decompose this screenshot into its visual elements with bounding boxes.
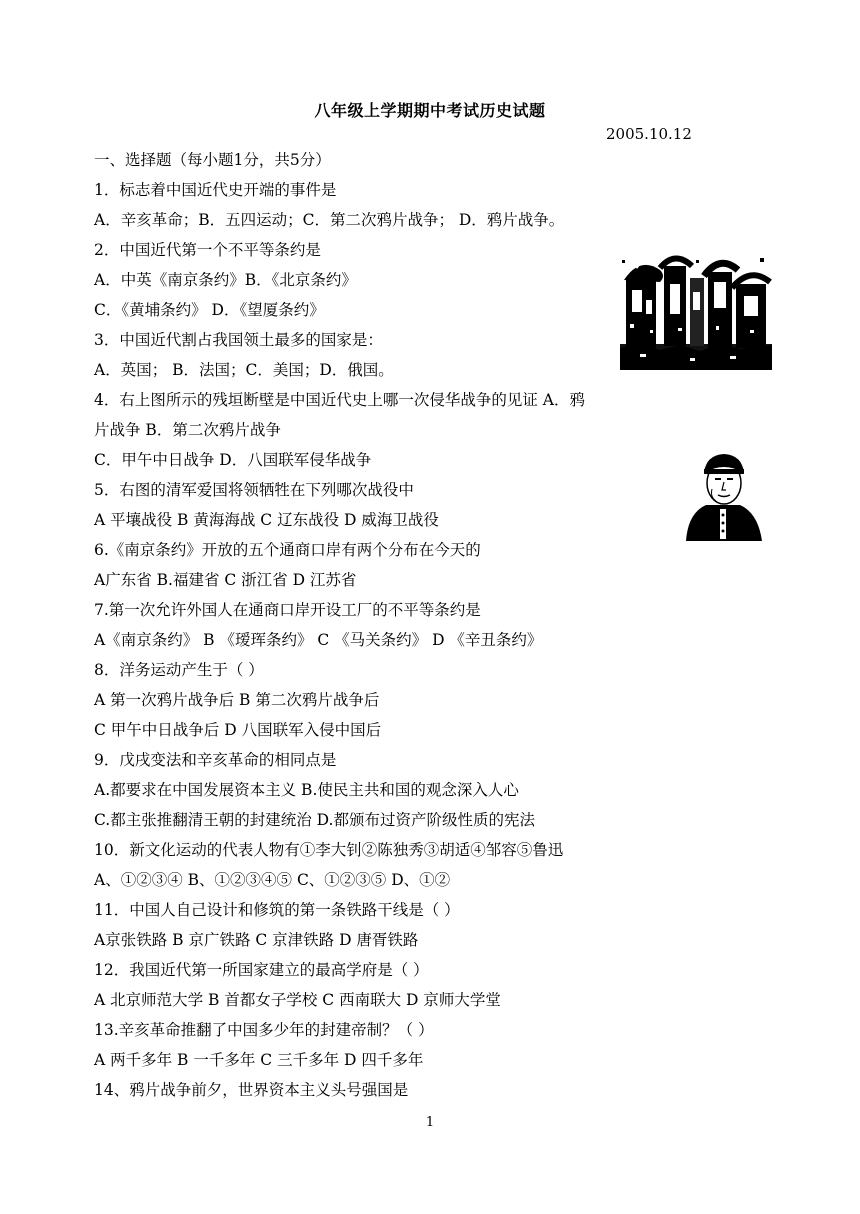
question-line: A 平壤战役 B 黄海海战 C 辽东战役 D 威海卫战役 [94,511,439,529]
question-line: A《南京条约》 B 《瑷珲条约》 C 《马关条约》 D 《辛丑条约》 [94,631,543,649]
question-line: A 两千多年 B 一千多年 C 三千多年 D 四千多年 [94,1051,424,1069]
question-line: A、①②③④ B、①②③④⑤ C、①②③⑤ D、①② [94,871,451,889]
question-line: C 甲午中日战争后 D 八国联军入侵中国后 [94,721,382,739]
question-line: 10．新文化运动的代表人物有①李大钊②陈独秀③胡适④邹容⑤鲁迅 [94,841,564,859]
question-line: A 第一次鸦片战争后 B 第二次鸦片战争后 [94,691,380,709]
question-line: C.都主张推翻清王朝的封建统治 D.都颁布过资产阶级性质的宪法 [94,811,535,829]
question-line: 1．标志着中国近代史开端的事件是 [94,181,337,199]
page-title: 八年级上学期期中考试历史试题 [314,101,546,120]
question-line: A京张铁路 B 京广铁路 C 京津铁路 D 唐胥铁路 [94,931,419,949]
question-line: 11．中国人自己设计和修筑的第一条铁路干线是（ ） [94,901,460,919]
exam-date: 2005.10.12 [606,125,692,143]
question-line: A．英国； B．法国；C．美国；D．俄国。 [94,361,394,379]
question-line: C．《黄埔条约》 D．《望厦条约》 [94,301,325,319]
question-line: 7.第一次允许外国人在通商口岸开设工厂的不平等条约是 [94,601,481,619]
question-line: A．辛亥革命；B．五四运动；C．第二次鸦片战争； D．鸦片战争。 [94,211,565,229]
question-line: 9．戊戌变法和辛亥革命的相同点是 [94,751,337,769]
question-line: A广东省 B.福建省 C 浙江省 D 江苏省 [94,571,357,589]
question-line: 6.《南京条约》开放的五个通商口岸有两个分布在今天的 [94,541,481,559]
question-line: 3．中国近代割占我国领土最多的国家是： [94,331,383,349]
question-line: 8．洋务运动产生于（ ） [94,661,264,679]
general-portrait [682,449,764,541]
question-line: 2．中国近代第一个不平等条约是 [94,241,321,259]
question-line: A 北京师范大学 B 首都女子学校 C 西南联大 D 京师大学堂 [94,991,501,1009]
question-line: A.都要求在中国发展资本主义 B.使民主共和国的观念深入人心 [94,781,519,799]
question-line: 13.辛亥革命推翻了中国多少年的封建帝制？（ ） [94,1021,434,1039]
question-line: 一、选择题（每小题1分，共5分） [94,151,331,169]
question-line: 14、鸦片战争前夕，世界资本主义头号强国是 [94,1081,409,1099]
ruins-photo [620,248,772,370]
page-number: 1 [425,1115,435,1130]
question-line: 4．右上图所示的残垣断壁是中国近代史上哪一次侵华战争的见证 A．鸦 [94,391,585,409]
question-line: 5．右图的清军爱国将领牺牲在下列哪次战役中 [94,481,414,499]
question-line: C．甲午中日战争 D．八国联军侵华战争 [94,451,372,469]
question-line: 12．我国近代第一所国家建立的最高学府是（ ） [94,961,429,979]
question-line: 片战争 B．第二次鸦片战争 [94,421,281,439]
question-line: A．中英《南京条约》B．《北京条约》 [94,271,357,289]
